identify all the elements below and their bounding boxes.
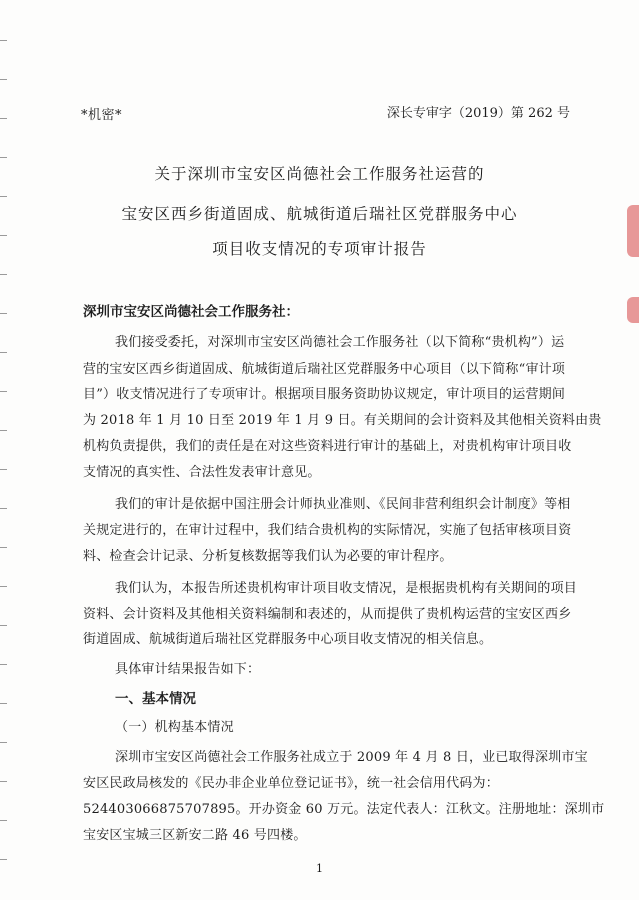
scan-edge-marks <box>0 0 10 900</box>
paragraph-line: 资料、会计资料及其他相关资料编制和表述的，从而提供了贵机构运营的宝安区西乡 <box>83 607 572 622</box>
seal-stamp-edge <box>627 297 639 323</box>
paragraph-line: 街道固成、航城街道后瑞社区党群服务中心项目收支情况的相关信息。 <box>83 632 493 647</box>
section-heading: 一、基本情况 <box>115 691 196 707</box>
paragraph-line: 为 2018 年 1 月 10 日至 2019 年 1 月 9 日。有关期间的会计资料及其他相关资料由贵 <box>83 413 602 428</box>
page-number: 1 <box>316 862 323 875</box>
report-title-line-2: 宝安区西乡街道固成、航城街道后瑞社区党群服务中心 <box>121 205 518 223</box>
reference-number: 深长专审字（2019）第 262 号 <box>386 106 570 121</box>
paragraph-line: 目”）收支情况进行了专项审计。根据项目服务资助协议规定，审计项目的运营期间 <box>83 387 566 402</box>
paragraph-line: 我们接受委托，对深圳市宝安区尚德社会工作服务社（以下简称“贵机构”）运 <box>115 335 565 350</box>
report-title-line-3: 项目收支情况的专项审计报告 <box>212 240 427 258</box>
paragraph-line: 深圳市宝安区尚德社会工作服务社成立于 2009 年 4 月 8 日，业已取得深圳市宝 <box>115 750 588 765</box>
paragraph-line: 机构负责提供，我们的责任是在对这些资料进行审计的基础上，对贵机构审计项目收 <box>83 439 572 454</box>
paragraph-line: 营的宝安区西乡街道固成、航城街道后瑞社区党群服务中心项目（以下简称“审计项 <box>83 362 566 377</box>
paragraph-line: 关规定进行的，在审计过程中，我们结合贵机构的实际情况，实施了包括审核项目资 <box>83 523 572 538</box>
paragraph-line: 料、检查会计记录、分析复核数据等我们认为必要的审计程序。 <box>83 549 453 564</box>
paragraph-line: 52440306687570789​5。开办资金 60 万元。法定代表人：江秋文。注册地址：深圳市 <box>83 802 605 817</box>
confidential-mark: *机密* <box>81 108 123 123</box>
paragraph-line: 安区民政局核发的《民办非企业单位登记证书》，统一社会信用代码为： <box>83 776 499 791</box>
addressee: 深圳市宝安区尚德社会工作服务社： <box>83 304 299 320</box>
paragraph-line: 我们认为，本报告所述贵机构审计项目收支情况，是根据贵机构有关期间的项目 <box>115 581 578 596</box>
results-intro: 具体审计结果报告如下： <box>115 662 261 677</box>
paragraph-line: 宝安区宝城三区新安二路 46 号四楼。 <box>83 828 307 843</box>
paragraph-line: 我们的审计是依据中国注册会计师执业准则、《民间非营利组织会计制度》等相 <box>115 497 571 512</box>
report-title-line-1: 关于深圳市宝安区尚德社会工作服务社运营的 <box>154 165 485 183</box>
subsection-heading: （一）机构基本情况 <box>115 720 234 735</box>
paragraph-line: 支情况的真实性、合法性发表审计意见。 <box>83 465 321 480</box>
